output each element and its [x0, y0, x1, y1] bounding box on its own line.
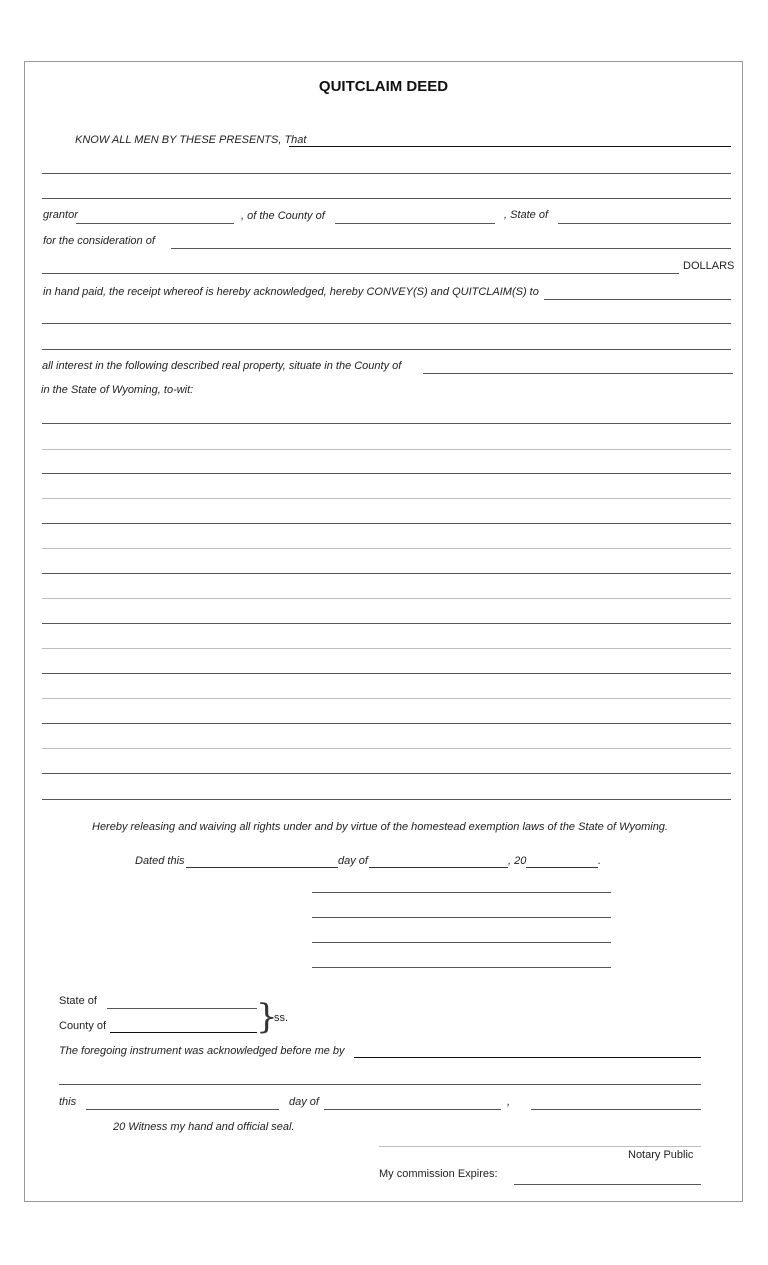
of-county-label: , of the County of	[241, 210, 325, 222]
signature-line[interactable]	[312, 942, 611, 943]
grantee-field[interactable]	[544, 299, 731, 300]
blank-line[interactable]	[42, 198, 731, 199]
dated-day-field[interactable]	[186, 867, 338, 868]
acknowledged-by-field[interactable]	[354, 1057, 701, 1058]
property-description-line[interactable]	[42, 523, 731, 524]
property-description-line[interactable]	[42, 548, 731, 549]
notary-year-field[interactable]	[531, 1109, 701, 1110]
grantor-state-field[interactable]	[558, 223, 731, 224]
blank-line[interactable]	[42, 173, 731, 174]
property-description-line[interactable]	[42, 423, 731, 424]
grantor-field[interactable]	[76, 223, 234, 224]
property-description-line[interactable]	[42, 799, 731, 800]
state-of-label: , State of	[504, 209, 549, 221]
grantor-county-field[interactable]	[335, 223, 495, 224]
property-description-line[interactable]	[42, 498, 731, 499]
property-county-field[interactable]	[423, 373, 733, 374]
consideration-field[interactable]	[171, 248, 731, 249]
deed-page	[24, 61, 743, 1202]
signature-line[interactable]	[312, 917, 611, 918]
dated-this-label: Dated this	[135, 855, 185, 867]
notary-state-label: State of	[59, 995, 97, 1007]
notary-month-field[interactable]	[324, 1109, 501, 1110]
brace-glyph: }	[256, 997, 278, 1037]
witness-text: 20 Witness my hand and official seal.	[113, 1121, 295, 1133]
property-description-line[interactable]	[42, 473, 731, 474]
property-description-line[interactable]	[42, 748, 731, 749]
this-label: this	[59, 1096, 77, 1108]
commission-expires-label: My commission Expires:	[379, 1168, 498, 1180]
dated-month-field[interactable]	[369, 867, 508, 868]
signature-line[interactable]	[312, 967, 611, 968]
property-description-line[interactable]	[42, 723, 731, 724]
property-description-line[interactable]	[42, 673, 731, 674]
notary-county-label: County of	[59, 1020, 107, 1032]
property-description-line[interactable]	[42, 773, 731, 774]
foregoing-text: The foregoing instrument was acknowledged before me by	[59, 1045, 345, 1057]
notary-state-field[interactable]	[107, 1008, 257, 1009]
period: .	[598, 855, 602, 867]
releasing-text: Hereby releasing and waiving all rights under and by virtue of the homestead exemption laws of the State of Wyoming.	[92, 821, 668, 833]
notary-public-label: Notary Public	[628, 1149, 694, 1161]
all-interest-text: all interest in the following described real property, situate in the County of	[42, 360, 402, 372]
signature-line[interactable]	[312, 892, 611, 893]
notary-day-field[interactable]	[86, 1109, 279, 1110]
comma-20-label: , 20	[508, 855, 527, 867]
grantee-line[interactable]	[42, 349, 731, 350]
property-description-line[interactable]	[42, 623, 731, 624]
property-description-line[interactable]	[42, 698, 731, 699]
state-wyoming-text: in the State of Wyoming, to-wit:	[41, 384, 194, 396]
notary-signature-line[interactable]	[379, 1146, 701, 1147]
grantor-name-line[interactable]	[289, 146, 731, 147]
property-description-line[interactable]	[42, 648, 731, 649]
in-hand-paid-text: in hand paid, the receipt whereof is hereby acknowledged, hereby CONVEY(S) and QUITCLAIM(S) to	[43, 286, 539, 298]
ss-label: ss.	[274, 1012, 289, 1024]
notary-county-field[interactable]	[110, 1032, 257, 1033]
consideration-amount-line[interactable]	[42, 273, 679, 274]
comma-label: ,	[507, 1096, 511, 1108]
consideration-label: for the consideration of	[43, 235, 155, 247]
property-description-line[interactable]	[42, 449, 731, 450]
document-title: QUITCLAIM DEED	[318, 78, 449, 95]
dollars-label: DOLLARS	[683, 260, 735, 272]
know-all-text: KNOW ALL MEN BY THESE PRESENTS, That	[75, 134, 307, 146]
dated-year-field[interactable]	[526, 867, 598, 868]
grantor-label: grantor	[43, 209, 78, 221]
acknowledged-line[interactable]	[59, 1084, 701, 1085]
grantee-line[interactable]	[42, 323, 731, 324]
property-description-line[interactable]	[42, 573, 731, 574]
day-of-label: day of	[338, 855, 368, 867]
property-description-line[interactable]	[42, 598, 731, 599]
commission-expires-field[interactable]	[514, 1184, 701, 1185]
notary-day-of-label: day of	[289, 1096, 319, 1108]
